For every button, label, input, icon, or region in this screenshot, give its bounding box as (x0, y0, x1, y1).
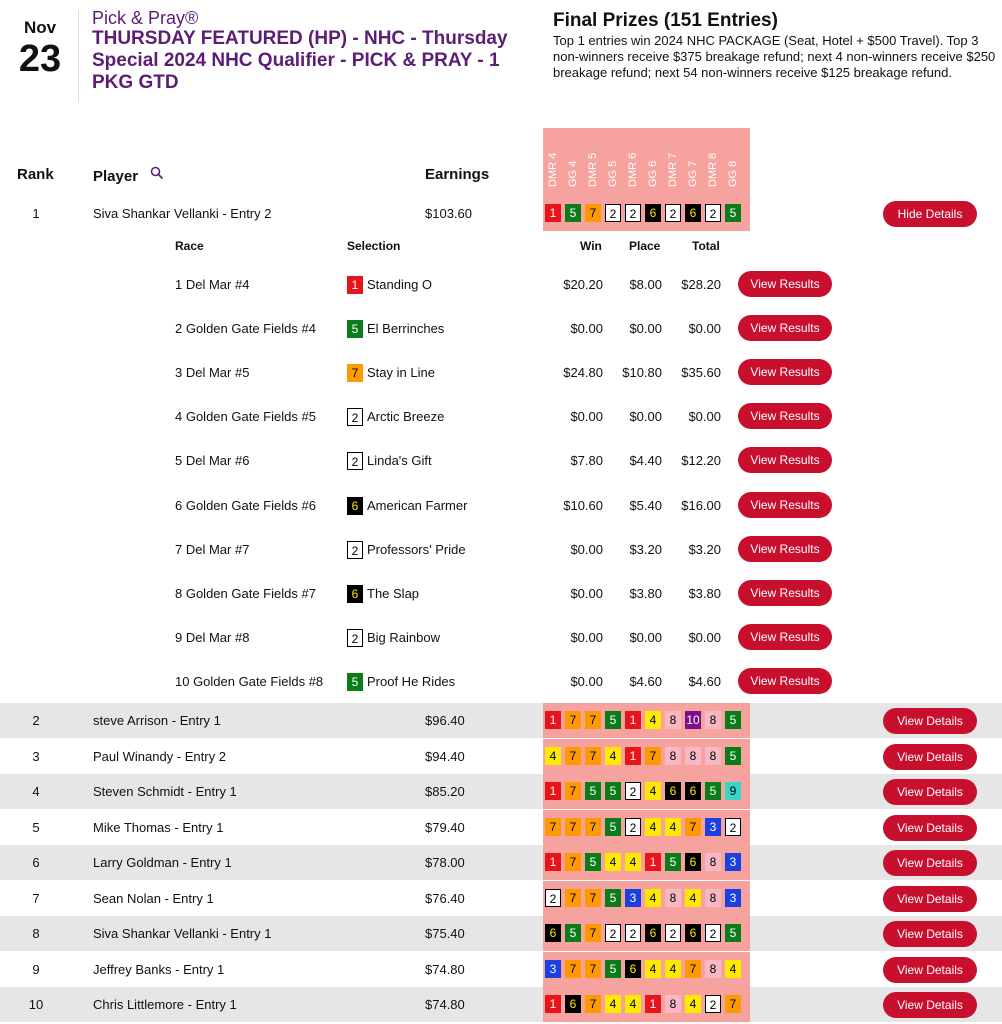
pick-badge: 2 (665, 204, 681, 222)
total-amount: $16.00 (681, 497, 721, 513)
pick-badge: 2 (725, 818, 741, 836)
pick-badge: 5 (725, 711, 741, 729)
pick-badge: 2 (625, 204, 641, 222)
pick-badge: 8 (665, 711, 681, 729)
selection-badge: 6 (347, 497, 363, 515)
view-results-button[interactable]: View Results (738, 624, 832, 650)
pick-badge: 10 (686, 713, 700, 727)
race-slot-label: DMR 8 (707, 152, 719, 187)
earnings-value: $94.40 (425, 749, 465, 764)
detail-row (0, 439, 1002, 483)
horse-name: Professors' Pride (367, 541, 466, 557)
rank-cell: 4 (32, 784, 40, 799)
detail-row (0, 351, 1002, 395)
pick-badge: 6 (565, 995, 581, 1013)
pick-badge: 7 (585, 924, 601, 942)
win-amount: $0.00 (570, 541, 603, 557)
place-amount: $4.60 (629, 673, 662, 689)
date-day: 23 (18, 38, 62, 80)
race-name: 2 Golden Gate Fields #4 (175, 321, 316, 337)
total-amount: $3.80 (688, 585, 721, 601)
pick-badge: 5 (605, 782, 621, 800)
pick-badge: 1 (545, 711, 561, 729)
view-results-button[interactable]: View Results (738, 492, 832, 518)
pick-badge: 1 (545, 204, 561, 222)
horse-name: The Slap (367, 585, 420, 601)
race-slot-label: GG 5 (607, 160, 619, 187)
rank-column-header: Rank (17, 166, 54, 183)
pick-badge: 8 (705, 747, 721, 765)
race-slot-label: GG 6 (647, 160, 659, 187)
detail-row (0, 616, 1002, 660)
detail-total-header: Total (692, 239, 720, 253)
leaderboard-row (0, 774, 1002, 809)
pick-badge: 4 (625, 995, 641, 1013)
total-amount: $28.20 (681, 277, 721, 292)
pick-badge: 3 (725, 889, 741, 907)
race-slot-label: GG 4 (567, 160, 579, 187)
pick-badge: 7 (565, 853, 581, 871)
pick-badge: 4 (665, 960, 681, 978)
rank-cell: 5 (32, 820, 40, 835)
race-slot-header (605, 123, 625, 187)
view-details-button[interactable]: View Details (883, 921, 977, 947)
earnings-column-header: Earnings (425, 166, 490, 183)
leaderboard-row (0, 703, 1002, 738)
pick-badge: 1 (625, 711, 641, 729)
contest-title (92, 8, 532, 94)
detail-row (0, 263, 1002, 307)
picks-strip (543, 987, 750, 1022)
earnings-value: $79.40 (425, 820, 465, 835)
pick-badge: 5 (605, 711, 621, 729)
picks-strip (543, 774, 750, 809)
race-name: 6 Golden Gate Fields #6 (175, 497, 316, 513)
pick-badge: 4 (645, 711, 661, 729)
race-slot-header (625, 123, 645, 187)
pick-badge: 5 (565, 924, 581, 942)
player-name: Mike Thomas - Entry 1 (93, 820, 224, 835)
pick-badge: 4 (685, 889, 701, 907)
picks-strip (543, 881, 750, 916)
race-name: 7 Del Mar #7 (175, 541, 250, 557)
win-amount: $0.00 (570, 321, 603, 337)
selection-badge: 2 (347, 408, 363, 426)
pick-badge: 7 (585, 204, 601, 222)
player-name: Sean Nolan - Entry 1 (93, 891, 214, 906)
rank-cell: 10 (28, 997, 44, 1012)
rank-cell: 1 (32, 206, 40, 221)
race-name: 3 Del Mar #5 (175, 365, 250, 381)
pick-badge: 6 (545, 924, 561, 942)
pick-badge: 7 (725, 995, 741, 1013)
prizes-description: Top 1 entries win 2024 NHC PACKAGE (Seat, Hotel + $500 Travel). Top 3 non-winners receive $375 breakage refund; next 4 non-winners receive $250 breakage refund; next 54 non-winners receive $125 breakage refund. (553, 33, 996, 80)
view-results-button[interactable]: View Results (738, 359, 832, 385)
pick-badge: 8 (685, 747, 701, 765)
pick-badge: 4 (645, 818, 661, 836)
leaderboard-row (0, 196, 1002, 231)
pick-badge: 7 (585, 711, 601, 729)
horse-name: Big Rainbow (367, 629, 440, 645)
view-results-button[interactable]: View Results (738, 580, 832, 606)
leaderboard-row (0, 739, 1002, 774)
pick-badge: 7 (585, 889, 601, 907)
pick-badge: 2 (625, 818, 641, 836)
place-amount: $10.80 (622, 365, 662, 381)
contest-name: THURSDAY FEATURED (HP) - NHC - Thursday Special 2024 NHC Qualifier - PICK & PRAY - 1 PKG GTD (92, 28, 508, 93)
earnings-value: $78.00 (425, 855, 465, 870)
pick-badge: 6 (685, 782, 701, 800)
win-amount: $24.80 (563, 365, 603, 381)
picks-strip (543, 952, 750, 987)
pick-badge: 7 (645, 747, 661, 765)
view-results-button[interactable]: View Results (738, 403, 832, 429)
rank-cell: 8 (32, 926, 40, 941)
pick-badge: 2 (705, 995, 721, 1013)
pick-badge: 5 (565, 204, 581, 222)
race-slot-header (645, 123, 665, 187)
view-results-button[interactable]: View Results (738, 271, 832, 297)
horse-name: Linda's Gift (367, 453, 432, 469)
pick-badge: 5 (725, 924, 741, 942)
pick-badge: 4 (645, 960, 661, 978)
pick-badge: 2 (665, 924, 681, 942)
selection-badge: 6 (347, 585, 363, 603)
race-slot-label: DMR 6 (627, 152, 639, 187)
pick-badge: 8 (705, 960, 721, 978)
total-amount: $12.20 (681, 453, 721, 469)
rank-cell: 6 (32, 855, 40, 870)
pick-badge: 7 (685, 818, 701, 836)
view-details-button[interactable]: View Details (883, 850, 977, 876)
pick-badge: 2 (605, 924, 621, 942)
pick-badge: 5 (605, 889, 621, 907)
pick-badge: 4 (545, 747, 561, 765)
leaderboard-row (0, 810, 1002, 845)
view-details-button[interactable]: View Details (883, 815, 977, 841)
pick-badge: 8 (705, 853, 721, 871)
place-amount: $0.00 (629, 321, 662, 337)
selection-badge: 7 (347, 364, 363, 382)
rank-cell: 7 (32, 891, 40, 906)
view-results-button[interactable]: View Results (738, 315, 832, 341)
win-amount: $0.00 (570, 673, 603, 689)
search-icon[interactable] (150, 166, 164, 180)
horse-name: Stay in Line (367, 365, 435, 381)
race-slot-header (725, 123, 745, 187)
place-amount: $8.00 (629, 277, 662, 292)
pick-badge: 4 (605, 853, 621, 871)
detail-row (0, 660, 1002, 704)
total-amount: $0.00 (688, 629, 721, 645)
pick-badge: 4 (645, 782, 661, 800)
pick-badge: 6 (685, 924, 701, 942)
place-amount: $5.40 (629, 497, 662, 513)
win-amount: $0.00 (570, 409, 603, 425)
leaderboard-row (0, 916, 1002, 951)
pick-badge: 8 (665, 889, 681, 907)
picks-strip (543, 916, 750, 951)
pick-badge: 1 (545, 995, 561, 1013)
pick-badge: 3 (705, 818, 721, 836)
total-amount: $35.60 (681, 365, 721, 381)
horse-name: Proof He Rides (367, 673, 456, 689)
pick-badge: 8 (705, 889, 721, 907)
pick-badge: 7 (585, 995, 601, 1013)
pick-badge: 7 (565, 711, 581, 729)
place-amount: $3.20 (629, 541, 662, 557)
pick-badge: 2 (625, 782, 641, 800)
pick-badge: 2 (705, 204, 721, 222)
date-month: Nov (23, 18, 57, 37)
final-prizes (553, 10, 998, 81)
race-name: 1 Del Mar #4 (175, 277, 250, 292)
picks-strip (543, 196, 750, 231)
selection-badge: 2 (347, 541, 363, 559)
prizes-title: Final Prizes (151 Entries) (553, 10, 778, 31)
pick-badge: 8 (665, 995, 681, 1013)
race-slot-header (665, 123, 685, 187)
pick-badge: 6 (665, 782, 681, 800)
win-amount: $0.00 (570, 629, 603, 645)
pick-badge: 2 (705, 924, 721, 942)
pick-badge: 6 (625, 960, 641, 978)
pick-badge: 7 (565, 782, 581, 800)
race-slot-label: DMR 4 (547, 152, 559, 187)
pick-badge: 5 (665, 853, 681, 871)
pick-badge: 5 (585, 782, 601, 800)
pick-badge: 7 (585, 818, 601, 836)
earnings-value: $96.40 (425, 713, 465, 728)
race-slot-header (685, 123, 705, 187)
race-name: 4 Golden Gate Fields #5 (175, 409, 316, 425)
pick-badge: 3 (725, 853, 741, 871)
view-details-button[interactable]: View Details (883, 992, 977, 1018)
earnings-value: $85.20 (425, 784, 465, 799)
place-amount: $3.80 (629, 585, 662, 601)
pick-badge: 4 (625, 853, 641, 871)
pick-badge: 8 (705, 711, 721, 729)
picks-strip (543, 810, 750, 845)
pick-badge: 7 (565, 889, 581, 907)
player-name: Siva Shankar Vellanki - Entry 2 (93, 206, 272, 221)
earnings-value: $76.40 (425, 891, 465, 906)
view-details-button[interactable]: View Details (883, 708, 977, 734)
pick-badge: 2 (605, 204, 621, 222)
race-slot-label: GG 7 (687, 160, 699, 187)
detail-row (0, 395, 1002, 439)
race-slot-label: DMR 7 (667, 152, 679, 187)
race-name: 9 Del Mar #8 (175, 629, 250, 645)
player-name: Steven Schmidt - Entry 1 (93, 784, 237, 799)
pick-badge: 4 (605, 995, 621, 1013)
pick-badge: 6 (685, 204, 701, 222)
rank-cell: 9 (32, 962, 40, 977)
pick-badge: 6 (685, 853, 701, 871)
detail-row (0, 528, 1002, 572)
pick-badge: 7 (585, 747, 601, 765)
contest-date (8, 18, 72, 78)
hide-details-button[interactable]: Hide Details (883, 201, 977, 227)
leaderboard-row (0, 881, 1002, 916)
earnings-value: $74.80 (425, 997, 465, 1012)
race-slot-label: GG 8 (727, 160, 739, 187)
pick-badge: 1 (625, 747, 641, 765)
pick-badge: 1 (645, 853, 661, 871)
view-details-button[interactable]: View Details (883, 779, 977, 805)
pick-badge: 5 (585, 853, 601, 871)
pick-badge: 3 (625, 889, 641, 907)
header-divider (78, 10, 79, 102)
pick-badge: 7 (565, 960, 581, 978)
pick-badge: 7 (545, 818, 561, 836)
leaderboard-row (0, 987, 1002, 1022)
place-amount: $0.00 (629, 409, 662, 425)
race-name: 8 Golden Gate Fields #7 (175, 585, 316, 601)
horse-name: Standing O (367, 277, 433, 292)
horse-name: American Farmer (367, 497, 468, 513)
player-name: Larry Goldman - Entry 1 (93, 855, 232, 870)
pick-badge: 9 (725, 782, 741, 800)
rank-cell: 2 (32, 713, 40, 728)
view-results-button[interactable]: View Results (738, 536, 832, 562)
detail-row (0, 484, 1002, 528)
pick-badge: 7 (565, 747, 581, 765)
view-results-button[interactable]: View Results (738, 668, 832, 694)
player-name: Chris Littlemore - Entry 1 (93, 997, 237, 1012)
brand-name: Pick & Pray® (92, 8, 199, 28)
earnings-value: $75.40 (425, 926, 465, 941)
race-slot-label: DMR 5 (587, 152, 599, 187)
race-slot-header (545, 123, 565, 187)
player-name: Siva Shankar Vellanki - Entry 1 (93, 926, 272, 941)
detail-selection-header: Selection (347, 239, 401, 253)
detail-race-header: Race (175, 239, 204, 253)
place-amount: $0.00 (629, 629, 662, 645)
leaderboard-row (0, 952, 1002, 987)
detail-win-header: Win (580, 239, 602, 253)
player-name: Jeffrey Banks - Entry 1 (93, 962, 225, 977)
selection-badge: 5 (347, 673, 363, 691)
horse-name: El Berrinches (367, 321, 445, 337)
selection-badge: 1 (347, 276, 363, 294)
pick-badge: 8 (665, 747, 681, 765)
pick-badge: 1 (545, 782, 561, 800)
contest-header (0, 0, 1002, 110)
total-amount: $4.60 (688, 673, 721, 689)
selection-badge: 2 (347, 629, 363, 647)
detail-row (0, 572, 1002, 616)
pick-badge: 7 (685, 960, 701, 978)
player-column-label: Player (93, 168, 139, 185)
detail-row (0, 307, 1002, 351)
pick-badge: 5 (725, 204, 741, 222)
pick-badge: 7 (585, 960, 601, 978)
view-details-button[interactable]: View Details (883, 886, 977, 912)
pick-badge: 4 (605, 747, 621, 765)
pick-badge: 5 (605, 960, 621, 978)
view-details-button[interactable]: View Details (883, 957, 977, 983)
picks-strip (543, 739, 750, 774)
selection-badge: 5 (347, 320, 363, 338)
pick-badge: 2 (545, 889, 561, 907)
race-name: 5 Del Mar #6 (175, 453, 250, 469)
win-amount: $20.20 (563, 277, 603, 292)
pick-badge: 4 (725, 960, 741, 978)
pick-badge: 5 (725, 747, 741, 765)
pick-badge: 4 (665, 818, 681, 836)
race-slot-header (705, 123, 725, 187)
pick-badge: 6 (645, 204, 661, 222)
earnings-value: $74.80 (425, 962, 465, 977)
player-name: Paul Winandy - Entry 2 (93, 749, 226, 764)
pick-badge: 2 (625, 924, 641, 942)
leaderboard-row (0, 845, 1002, 880)
selection-badge: 2 (347, 452, 363, 470)
rank-cell: 3 (32, 749, 40, 764)
pick-badge: 1 (545, 853, 561, 871)
pick-badge: 1 (645, 995, 661, 1013)
detail-place-header: Place (629, 239, 661, 253)
race-slot-header (565, 123, 585, 187)
pick-badge: 5 (605, 818, 621, 836)
total-amount: $3.20 (688, 541, 721, 557)
view-details-button[interactable]: View Details (883, 744, 977, 770)
race-name: 10 Golden Gate Fields #8 (175, 673, 324, 689)
win-amount: $0.00 (570, 585, 603, 601)
place-amount: $4.40 (629, 453, 662, 469)
player-name: steve Arrison - Entry 1 (93, 713, 221, 728)
earnings-value: $103.60 (425, 206, 472, 221)
pick-badge: 3 (545, 960, 561, 978)
pick-badge: 4 (645, 889, 661, 907)
win-amount: $7.80 (570, 453, 603, 469)
race-slot-header (585, 123, 605, 187)
picks-strip (543, 703, 750, 738)
picks-strip (543, 845, 750, 880)
player-column-header[interactable] (93, 166, 164, 185)
pick-badge: 4 (685, 995, 701, 1013)
pick-badge: 7 (565, 818, 581, 836)
horse-name: Arctic Breeze (367, 409, 445, 425)
total-amount: $0.00 (688, 409, 721, 425)
view-results-button[interactable]: View Results (738, 447, 832, 473)
pick-badge: 5 (705, 782, 721, 800)
win-amount: $10.60 (563, 497, 603, 513)
pick-badge: 6 (645, 924, 661, 942)
total-amount: $0.00 (688, 321, 721, 337)
